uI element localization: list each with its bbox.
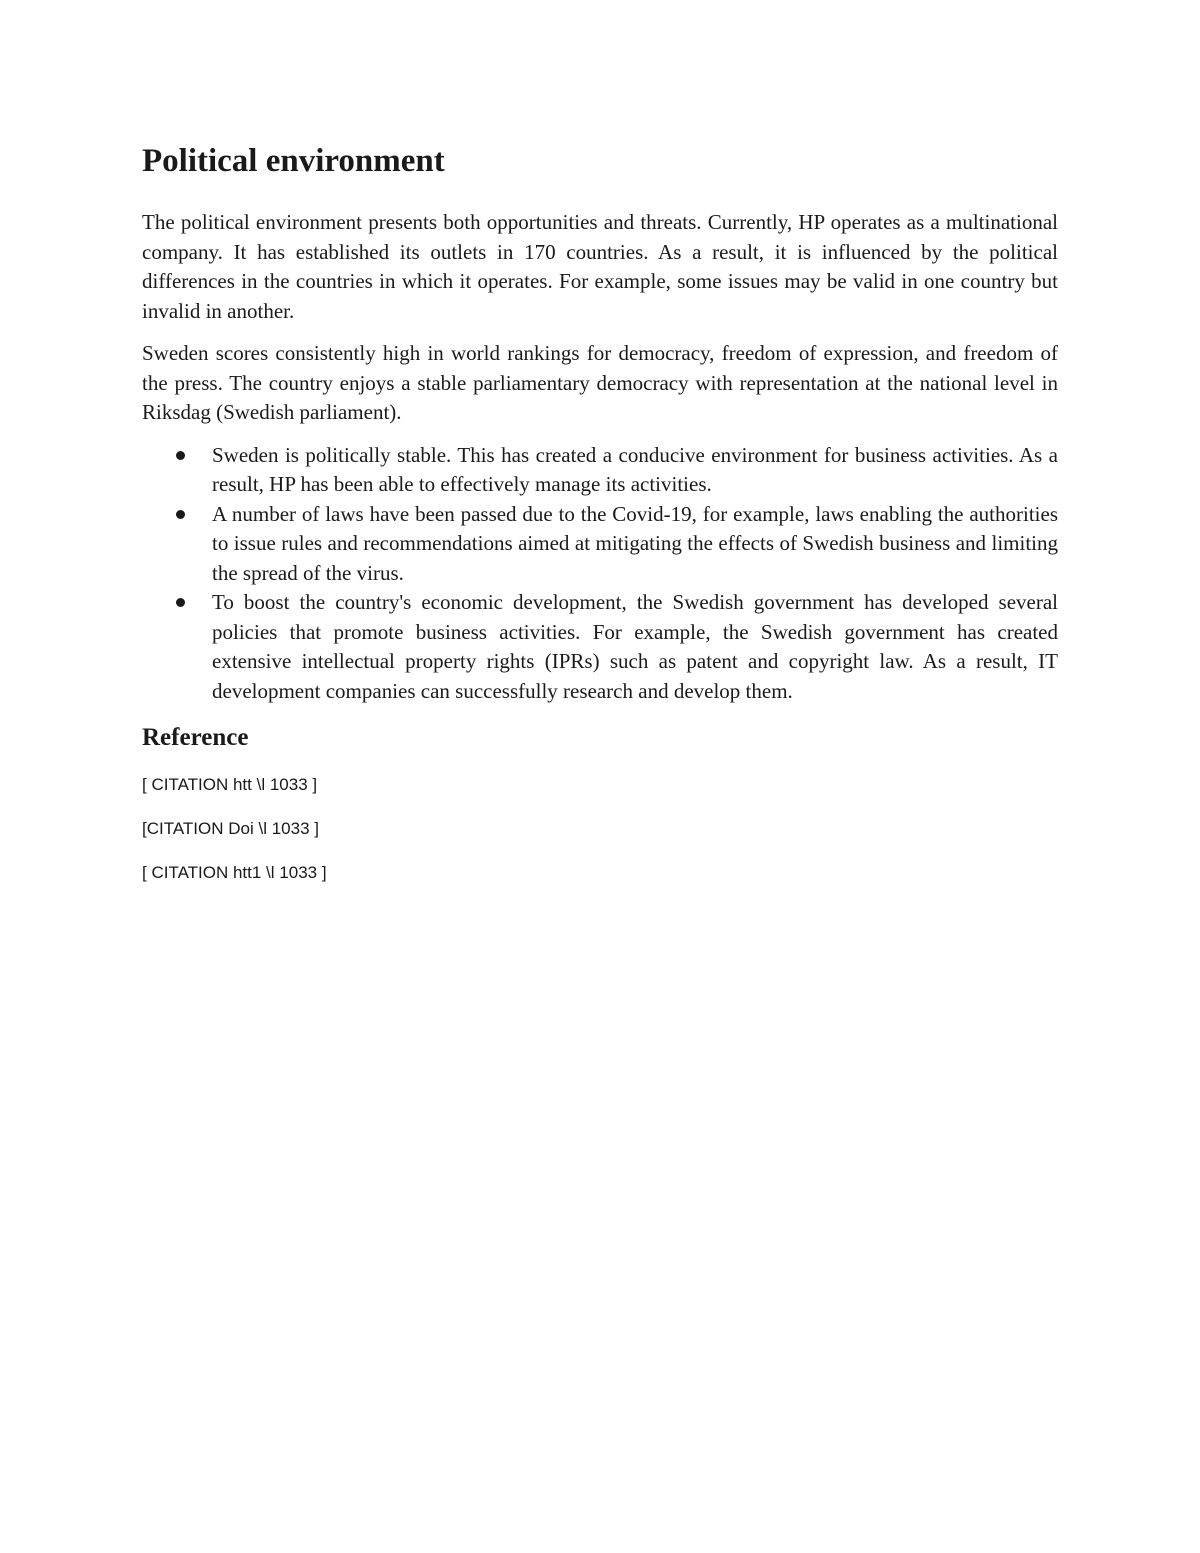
citation-1: [ CITATION htt \l 1033 ]: [142, 775, 318, 794]
list-item-text: A number of laws have been passed due to the Covid-19, for example, laws enabling the authorities to issue rules and recommendations aimed at mitigating the effects of Swedish business and limiting the spread of the virus.: [212, 501, 1058, 585]
bullet-icon: [176, 510, 185, 519]
paragraph-intro: The political environment presents both opportunities and threats. Currently, HP operates as a multinational company. It has established its outlets in 170 countries. As a result, it is influenced by the political differences in the countries in which it operates. For example, some issues may be valid in one country but invalid in another.: [142, 210, 1058, 323]
bullet-icon: [176, 451, 185, 460]
document-page: [142, 136, 1058, 902]
reference-heading: Reference: [142, 724, 249, 751]
citation-3: [ CITATION htt1 \l 1033 ]: [142, 863, 327, 882]
list-item-text: Sweden is politically stable. This has created a conducive environment for business activities. As a result, HP has been able to effectively manage its activities.: [212, 442, 1058, 496]
bullet-icon: [176, 598, 185, 607]
list-item: [142, 588, 1058, 706]
citation-2: [CITATION Doi \l 1033 ]: [142, 819, 319, 838]
bullet-list: [142, 441, 1058, 707]
page-title: Political environment: [142, 143, 445, 179]
paragraph-sweden: Sweden scores consistently high in world rankings for democracy, freedom of expression, and freedom of the press. The country enjoys a stable parliamentary democracy with representation at the national level in Riksdag (Swedish parliament).: [142, 341, 1058, 424]
list-item: [142, 500, 1058, 589]
list-item: [142, 441, 1058, 500]
list-item-text: To boost the country's economic development, the Swedish government has developed several policies that promote business activities. For example, the Swedish government has created extensive intellectual property rights (IPRs) such as patent and copyright law. As a result, IT development companies can successfully research and develop them.: [212, 590, 1058, 703]
